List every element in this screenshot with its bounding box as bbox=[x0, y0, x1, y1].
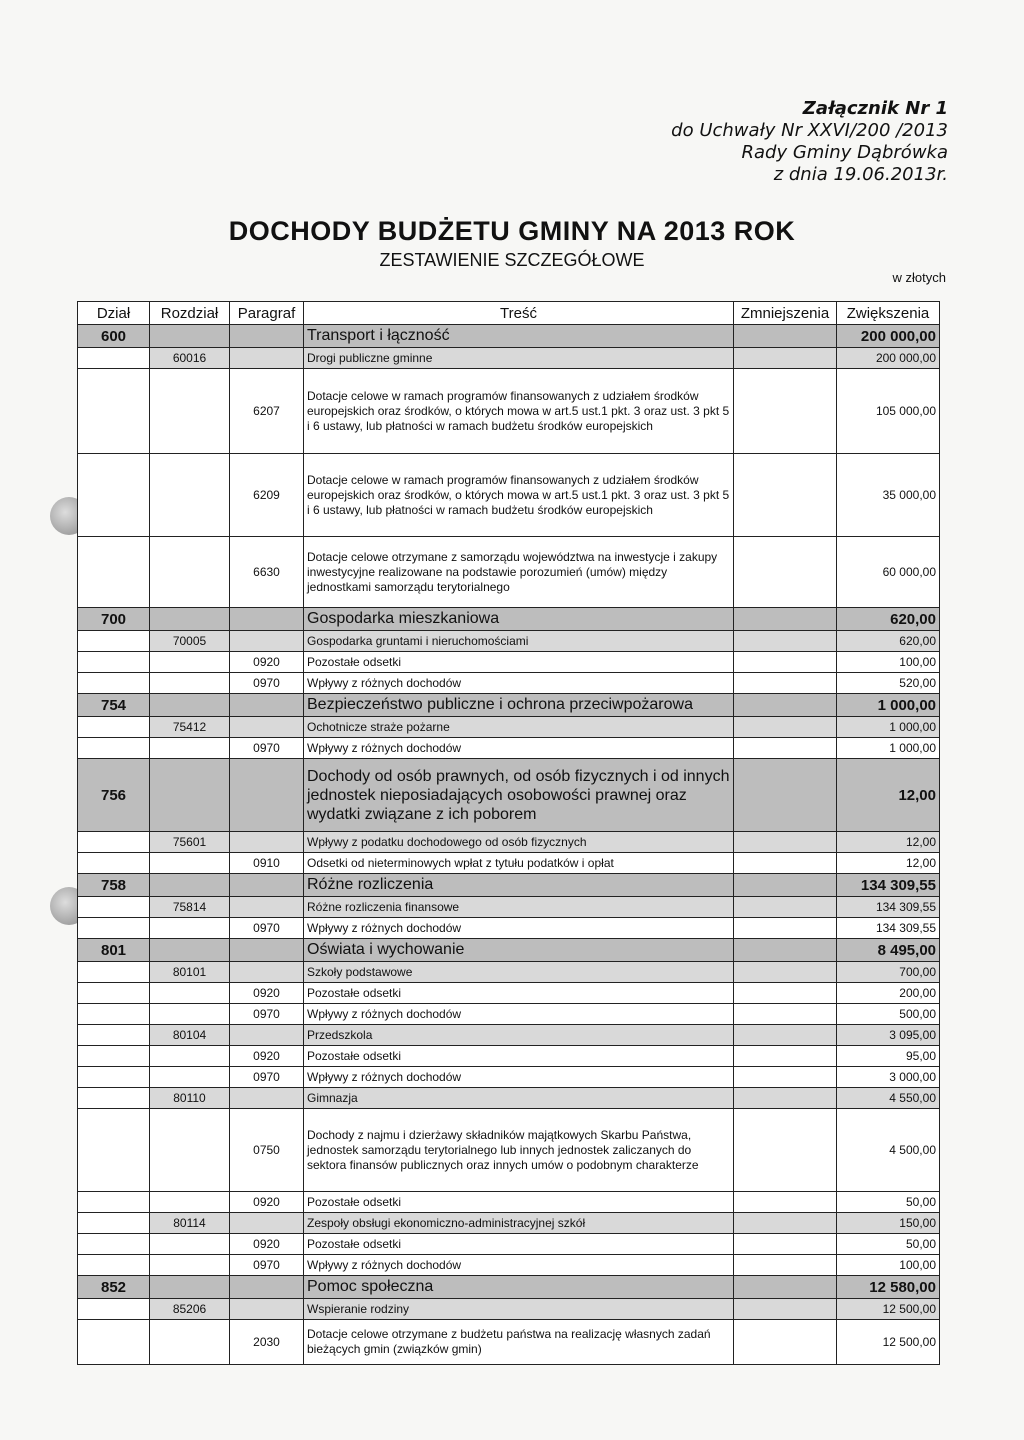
cell-paragraf: 0970 bbox=[230, 738, 304, 759]
cell-zwiekszenia: 105 000,00 bbox=[837, 369, 940, 454]
cell-dzial bbox=[78, 1025, 150, 1046]
cell-zmniejszenia bbox=[734, 652, 837, 673]
table-row bbox=[78, 853, 940, 874]
cell-tresc: Różne rozliczenia finansowe bbox=[304, 897, 734, 918]
cell-dzial bbox=[78, 369, 150, 454]
cell-zwiekszenia: 12 500,00 bbox=[837, 1320, 940, 1365]
cell-zmniejszenia bbox=[734, 1234, 837, 1255]
table-row bbox=[78, 983, 940, 1004]
cell-rozdzial: 85206 bbox=[150, 1299, 230, 1320]
cell-zwiekszenia: 700,00 bbox=[837, 962, 940, 983]
cell-dzial bbox=[78, 1299, 150, 1320]
cell-tresc: Gospodarka mieszkaniowa bbox=[304, 608, 734, 631]
section-row bbox=[78, 759, 940, 832]
cell-rozdzial bbox=[150, 1192, 230, 1213]
cell-zwiekszenia: 50,00 bbox=[837, 1234, 940, 1255]
cell-paragraf: 6209 bbox=[230, 454, 304, 537]
cell-rozdzial bbox=[150, 1234, 230, 1255]
cell-paragraf bbox=[230, 694, 304, 717]
cell-tresc: Dotacje celowe w ramach programów finansowanych z udziałem środków europejskich oraz środków, o których mowa w art.5 ust.1 pkt. 3 oraz ust. 3 pkt 5 i 6 ustawy, lub płatności w ramach budżetu środków europejskich bbox=[304, 369, 734, 454]
cell-zwiekszenia: 4 550,00 bbox=[837, 1088, 940, 1109]
cell-paragraf: 0920 bbox=[230, 1234, 304, 1255]
section-row bbox=[78, 874, 940, 897]
cell-zmniejszenia bbox=[734, 608, 837, 631]
cell-tresc: Szkoły podstawowe bbox=[304, 962, 734, 983]
cell-paragraf: 0970 bbox=[230, 1067, 304, 1088]
cell-rozdzial bbox=[150, 1255, 230, 1276]
cell-rozdzial bbox=[150, 652, 230, 673]
cell-zwiekszenia: 3 095,00 bbox=[837, 1025, 940, 1046]
table-row bbox=[78, 1320, 940, 1365]
cell-zmniejszenia bbox=[734, 454, 837, 537]
cell-dzial bbox=[78, 1088, 150, 1109]
cell-dzial bbox=[78, 717, 150, 738]
cell-rozdzial bbox=[150, 1046, 230, 1067]
cell-rozdzial: 80101 bbox=[150, 962, 230, 983]
cell-tresc: Pozostałe odsetki bbox=[304, 652, 734, 673]
cell-dzial bbox=[78, 1255, 150, 1276]
cell-zwiekszenia: 60 000,00 bbox=[837, 537, 940, 608]
table-body bbox=[78, 325, 940, 1365]
cell-zwiekszenia: 12 580,00 bbox=[837, 1276, 940, 1299]
section-row bbox=[78, 694, 940, 717]
section-row bbox=[78, 1276, 940, 1299]
cell-tresc: Wspieranie rodziny bbox=[304, 1299, 734, 1320]
cell-rozdzial bbox=[150, 1276, 230, 1299]
chapter-row bbox=[78, 717, 940, 738]
cell-zmniejszenia bbox=[734, 939, 837, 962]
cell-tresc: Transport i łączność bbox=[304, 325, 734, 348]
cell-zmniejszenia bbox=[734, 1255, 837, 1276]
chapter-row bbox=[78, 1213, 940, 1234]
cell-paragraf bbox=[230, 962, 304, 983]
column-header-dzial: Dział bbox=[78, 302, 150, 325]
cell-zmniejszenia bbox=[734, 962, 837, 983]
cell-rozdzial bbox=[150, 1004, 230, 1025]
cell-dzial bbox=[78, 1109, 150, 1192]
table-row bbox=[78, 369, 940, 454]
cell-zmniejszenia bbox=[734, 1088, 837, 1109]
cell-rozdzial bbox=[150, 537, 230, 608]
cell-zwiekszenia: 620,00 bbox=[837, 631, 940, 652]
cell-dzial: 852 bbox=[78, 1276, 150, 1299]
cell-zmniejszenia bbox=[734, 1192, 837, 1213]
table-row bbox=[78, 1192, 940, 1213]
cell-zmniejszenia bbox=[734, 1276, 837, 1299]
cell-dzial bbox=[78, 1213, 150, 1234]
table-row bbox=[78, 738, 940, 759]
cell-zwiekszenia: 134 309,55 bbox=[837, 918, 940, 939]
cell-zwiekszenia: 100,00 bbox=[837, 652, 940, 673]
cell-zmniejszenia bbox=[734, 694, 837, 717]
cell-tresc: Dotacje celowe otrzymane z samorządu województwa na inwestycje i zakupy inwestycyjne realizowane na podstawie porozumień (umów) między jednostkami samorządu terytorialnego bbox=[304, 537, 734, 608]
cell-zmniejszenia bbox=[734, 717, 837, 738]
cell-zwiekszenia: 134 309,55 bbox=[837, 874, 940, 897]
council-name: Rady Gminy Dąbrówka bbox=[741, 142, 948, 163]
cell-paragraf bbox=[230, 1276, 304, 1299]
chapter-row bbox=[78, 348, 940, 369]
cell-zmniejszenia bbox=[734, 369, 837, 454]
table-row bbox=[78, 1046, 940, 1067]
cell-paragraf bbox=[230, 717, 304, 738]
cell-rozdzial bbox=[150, 1320, 230, 1365]
resolution-number: do Uchwały Nr XXVI/200 /2013 bbox=[671, 120, 948, 141]
section-row bbox=[78, 608, 940, 631]
cell-paragraf bbox=[230, 832, 304, 853]
section-row bbox=[78, 939, 940, 962]
cell-tresc: Gospodarka gruntami i nieruchomościami bbox=[304, 631, 734, 652]
page-title-text: DOCHODY BUDŻETU GMINY NA 2013 ROK bbox=[228, 216, 796, 246]
cell-rozdzial bbox=[150, 983, 230, 1004]
cell-zwiekszenia: 1 000,00 bbox=[837, 694, 940, 717]
cell-zmniejszenia bbox=[734, 325, 837, 348]
cell-zwiekszenia: 200,00 bbox=[837, 983, 940, 1004]
cell-tresc: Bezpieczeństwo publiczne i ochrona przeciwpożarowa bbox=[304, 694, 734, 717]
cell-zwiekszenia: 200 000,00 bbox=[837, 348, 940, 369]
table-header-row bbox=[78, 302, 940, 325]
cell-rozdzial bbox=[150, 759, 230, 832]
cell-tresc: Pozostałe odsetki bbox=[304, 1046, 734, 1067]
cell-tresc: Wpływy z podatku dochodowego od osób fizycznych bbox=[304, 832, 734, 853]
cell-rozdzial bbox=[150, 608, 230, 631]
cell-tresc: Wpływy z różnych dochodów bbox=[304, 918, 734, 939]
cell-paragraf bbox=[230, 1025, 304, 1046]
chapter-row bbox=[78, 1025, 940, 1046]
cell-tresc: Wpływy z różnych dochodów bbox=[304, 1004, 734, 1025]
cell-dzial bbox=[78, 832, 150, 853]
chapter-row bbox=[78, 1299, 940, 1320]
column-header-rozdzial: Rozdział bbox=[150, 302, 230, 325]
resolution-date: z dnia 19.06.2013r. bbox=[773, 164, 948, 185]
cell-dzial bbox=[78, 897, 150, 918]
cell-paragraf bbox=[230, 1213, 304, 1234]
cell-zmniejszenia bbox=[734, 983, 837, 1004]
cell-dzial bbox=[78, 454, 150, 537]
cell-paragraf: 6207 bbox=[230, 369, 304, 454]
cell-zwiekszenia: 150,00 bbox=[837, 1213, 940, 1234]
table-row bbox=[78, 918, 940, 939]
cell-dzial bbox=[78, 1320, 150, 1365]
page-subtitle: ZESTAWIENIE SZCZEGÓŁOWE bbox=[379, 250, 645, 270]
cell-zwiekszenia: 12,00 bbox=[837, 853, 940, 874]
cell-paragraf: 0920 bbox=[230, 1046, 304, 1067]
cell-zwiekszenia: 8 495,00 bbox=[837, 939, 940, 962]
cell-tresc: Pomoc społeczna bbox=[304, 1276, 734, 1299]
cell-zwiekszenia: 50,00 bbox=[837, 1192, 940, 1213]
cell-paragraf: 0970 bbox=[230, 1004, 304, 1025]
cell-dzial bbox=[78, 853, 150, 874]
cell-zmniejszenia bbox=[734, 918, 837, 939]
cell-dzial bbox=[78, 918, 150, 939]
cell-tresc: Wpływy z różnych dochodów bbox=[304, 1067, 734, 1088]
cell-tresc: Drogi publiczne gminne bbox=[304, 348, 734, 369]
table-row bbox=[78, 1109, 940, 1192]
cell-paragraf: 0750 bbox=[230, 1109, 304, 1192]
table-row bbox=[78, 537, 940, 608]
cell-tresc: Dochody od osób prawnych, od osób fizycznych i od innych jednostek nieposiadających osobowości prawnej oraz wydatki związane z ich poborem bbox=[304, 759, 734, 832]
cell-zwiekszenia: 500,00 bbox=[837, 1004, 940, 1025]
cell-dzial: 754 bbox=[78, 694, 150, 717]
cell-tresc: Ochotnicze straże pożarne bbox=[304, 717, 734, 738]
cell-zwiekszenia: 1 000,00 bbox=[837, 717, 940, 738]
cell-rozdzial bbox=[150, 853, 230, 874]
cell-zmniejszenia bbox=[734, 832, 837, 853]
cell-rozdzial: 80114 bbox=[150, 1213, 230, 1234]
cell-zmniejszenia bbox=[734, 1213, 837, 1234]
cell-rozdzial bbox=[150, 1109, 230, 1192]
column-header-zmniejszenia: Zmniejszenia bbox=[734, 302, 837, 325]
cell-tresc: Gimnazja bbox=[304, 1088, 734, 1109]
cell-zmniejszenia bbox=[734, 673, 837, 694]
cell-tresc: Pozostałe odsetki bbox=[304, 1192, 734, 1213]
cell-paragraf: 2030 bbox=[230, 1320, 304, 1365]
cell-zmniejszenia bbox=[734, 1046, 837, 1067]
column-header-tresc: Treść bbox=[304, 302, 734, 325]
cell-paragraf bbox=[230, 939, 304, 962]
cell-dzial bbox=[78, 537, 150, 608]
cell-zwiekszenia: 134 309,55 bbox=[837, 897, 940, 918]
cell-rozdzial: 70005 bbox=[150, 631, 230, 652]
cell-zmniejszenia bbox=[734, 759, 837, 832]
section-row bbox=[78, 325, 940, 348]
cell-zmniejszenia bbox=[734, 1067, 837, 1088]
cell-tresc: Dochody z najmu i dzierżawy składników majątkowych Skarbu Państwa, jednostek samorządu terytorialnego lub innych jednostek zaliczanych do sektora finansów publicznych oraz innych umów o podobnym charakterze bbox=[304, 1109, 734, 1192]
cell-zwiekszenia: 520,00 bbox=[837, 673, 940, 694]
currency-unit: w złotych bbox=[892, 270, 946, 285]
cell-rozdzial bbox=[150, 939, 230, 962]
cell-zmniejszenia bbox=[734, 1109, 837, 1192]
cell-paragraf bbox=[230, 608, 304, 631]
attachment-number: Załącznik Nr 1 bbox=[802, 98, 948, 119]
cell-rozdzial bbox=[150, 918, 230, 939]
budget-table bbox=[77, 301, 940, 1365]
chapter-row bbox=[78, 1088, 940, 1109]
cell-dzial bbox=[78, 348, 150, 369]
cell-rozdzial: 75814 bbox=[150, 897, 230, 918]
cell-tresc: Oświata i wychowanie bbox=[304, 939, 734, 962]
cell-zmniejszenia bbox=[734, 348, 837, 369]
cell-zwiekszenia: 100,00 bbox=[837, 1255, 940, 1276]
cell-paragraf bbox=[230, 1299, 304, 1320]
cell-dzial bbox=[78, 1192, 150, 1213]
cell-zmniejszenia bbox=[734, 1299, 837, 1320]
cell-paragraf bbox=[230, 325, 304, 348]
page-title bbox=[0, 216, 1024, 247]
cell-rozdzial: 75601 bbox=[150, 832, 230, 853]
cell-paragraf: 6630 bbox=[230, 537, 304, 608]
cell-dzial bbox=[78, 673, 150, 694]
cell-paragraf: 0970 bbox=[230, 918, 304, 939]
cell-zwiekszenia: 95,00 bbox=[837, 1046, 940, 1067]
cell-rozdzial bbox=[150, 694, 230, 717]
cell-paragraf bbox=[230, 897, 304, 918]
cell-tresc: Wpływy z różnych dochodów bbox=[304, 1255, 734, 1276]
cell-paragraf bbox=[230, 1088, 304, 1109]
cell-tresc: Pozostałe odsetki bbox=[304, 1234, 734, 1255]
cell-zwiekszenia: 4 500,00 bbox=[837, 1109, 940, 1192]
cell-tresc: Wpływy z różnych dochodów bbox=[304, 738, 734, 759]
cell-zmniejszenia bbox=[734, 1025, 837, 1046]
cell-rozdzial bbox=[150, 874, 230, 897]
cell-zwiekszenia: 12,00 bbox=[837, 832, 940, 853]
table-row bbox=[78, 454, 940, 537]
chapter-row bbox=[78, 832, 940, 853]
cell-zwiekszenia: 620,00 bbox=[837, 608, 940, 631]
table-row bbox=[78, 1255, 940, 1276]
cell-paragraf bbox=[230, 759, 304, 832]
cell-zwiekszenia: 3 000,00 bbox=[837, 1067, 940, 1088]
cell-zwiekszenia: 200 000,00 bbox=[837, 325, 940, 348]
cell-paragraf bbox=[230, 348, 304, 369]
cell-dzial bbox=[78, 1234, 150, 1255]
cell-zmniejszenia bbox=[734, 1320, 837, 1365]
cell-paragraf: 0970 bbox=[230, 1255, 304, 1276]
cell-dzial: 700 bbox=[78, 608, 150, 631]
cell-rozdzial bbox=[150, 1067, 230, 1088]
cell-dzial: 758 bbox=[78, 874, 150, 897]
cell-rozdzial bbox=[150, 454, 230, 537]
cell-rozdzial bbox=[150, 738, 230, 759]
table-row bbox=[78, 673, 940, 694]
chapter-row bbox=[78, 631, 940, 652]
chapter-row bbox=[78, 897, 940, 918]
attachment-header bbox=[671, 98, 948, 186]
cell-tresc: Dotacje celowe w ramach programów finansowanych z udziałem środków europejskich oraz środków, o których mowa w art.5 ust.1 pkt. 3 oraz ust. 3 pkt 5 i 6 ustawy, lub płatności w ramach budżetu środków europejskich bbox=[304, 454, 734, 537]
table-row bbox=[78, 1004, 940, 1025]
cell-paragraf bbox=[230, 631, 304, 652]
cell-zwiekszenia: 35 000,00 bbox=[837, 454, 940, 537]
cell-dzial bbox=[78, 1067, 150, 1088]
column-header-paragraf: Paragraf bbox=[230, 302, 304, 325]
cell-tresc: Przedszkola bbox=[304, 1025, 734, 1046]
cell-rozdzial: 80104 bbox=[150, 1025, 230, 1046]
cell-paragraf bbox=[230, 874, 304, 897]
cell-rozdzial: 75412 bbox=[150, 717, 230, 738]
cell-tresc: Zespoły obsługi ekonomiczno-administracyjnej szkół bbox=[304, 1213, 734, 1234]
table-row bbox=[78, 652, 940, 673]
cell-zmniejszenia bbox=[734, 537, 837, 608]
cell-dzial bbox=[78, 1004, 150, 1025]
column-header-zwiekszenia: Zwiększenia bbox=[837, 302, 940, 325]
chapter-row bbox=[78, 962, 940, 983]
cell-dzial bbox=[78, 652, 150, 673]
cell-dzial bbox=[78, 962, 150, 983]
cell-zmniejszenia bbox=[734, 853, 837, 874]
cell-paragraf: 0920 bbox=[230, 1192, 304, 1213]
cell-rozdzial: 60016 bbox=[150, 348, 230, 369]
cell-zwiekszenia: 12 500,00 bbox=[837, 1299, 940, 1320]
cell-rozdzial bbox=[150, 325, 230, 348]
cell-tresc: Wpływy z różnych dochodów bbox=[304, 673, 734, 694]
cell-dzial bbox=[78, 631, 150, 652]
cell-zmniejszenia bbox=[734, 897, 837, 918]
cell-zwiekszenia: 12,00 bbox=[837, 759, 940, 832]
cell-dzial bbox=[78, 738, 150, 759]
cell-paragraf: 0910 bbox=[230, 853, 304, 874]
cell-dzial: 756 bbox=[78, 759, 150, 832]
cell-dzial bbox=[78, 1046, 150, 1067]
cell-zmniejszenia bbox=[734, 1004, 837, 1025]
cell-paragraf: 0920 bbox=[230, 983, 304, 1004]
cell-zwiekszenia: 1 000,00 bbox=[837, 738, 940, 759]
cell-dzial bbox=[78, 983, 150, 1004]
cell-zmniejszenia bbox=[734, 738, 837, 759]
cell-zmniejszenia bbox=[734, 874, 837, 897]
cell-tresc: Dotacje celowe otrzymane z budżetu państwa na realizację własnych zadań bieżących gmin (związków gmin) bbox=[304, 1320, 734, 1365]
cell-zmniejszenia bbox=[734, 631, 837, 652]
cell-dzial: 801 bbox=[78, 939, 150, 962]
cell-tresc: Pozostałe odsetki bbox=[304, 983, 734, 1004]
table-row bbox=[78, 1234, 940, 1255]
cell-paragraf: 0970 bbox=[230, 673, 304, 694]
cell-rozdzial bbox=[150, 673, 230, 694]
cell-paragraf: 0920 bbox=[230, 652, 304, 673]
cell-dzial: 600 bbox=[78, 325, 150, 348]
table-row bbox=[78, 1067, 940, 1088]
cell-tresc: Odsetki od nieterminowych wpłat z tytułu podatków i opłat bbox=[304, 853, 734, 874]
cell-rozdzial: 80110 bbox=[150, 1088, 230, 1109]
cell-tresc: Różne rozliczenia bbox=[304, 874, 734, 897]
cell-rozdzial bbox=[150, 369, 230, 454]
